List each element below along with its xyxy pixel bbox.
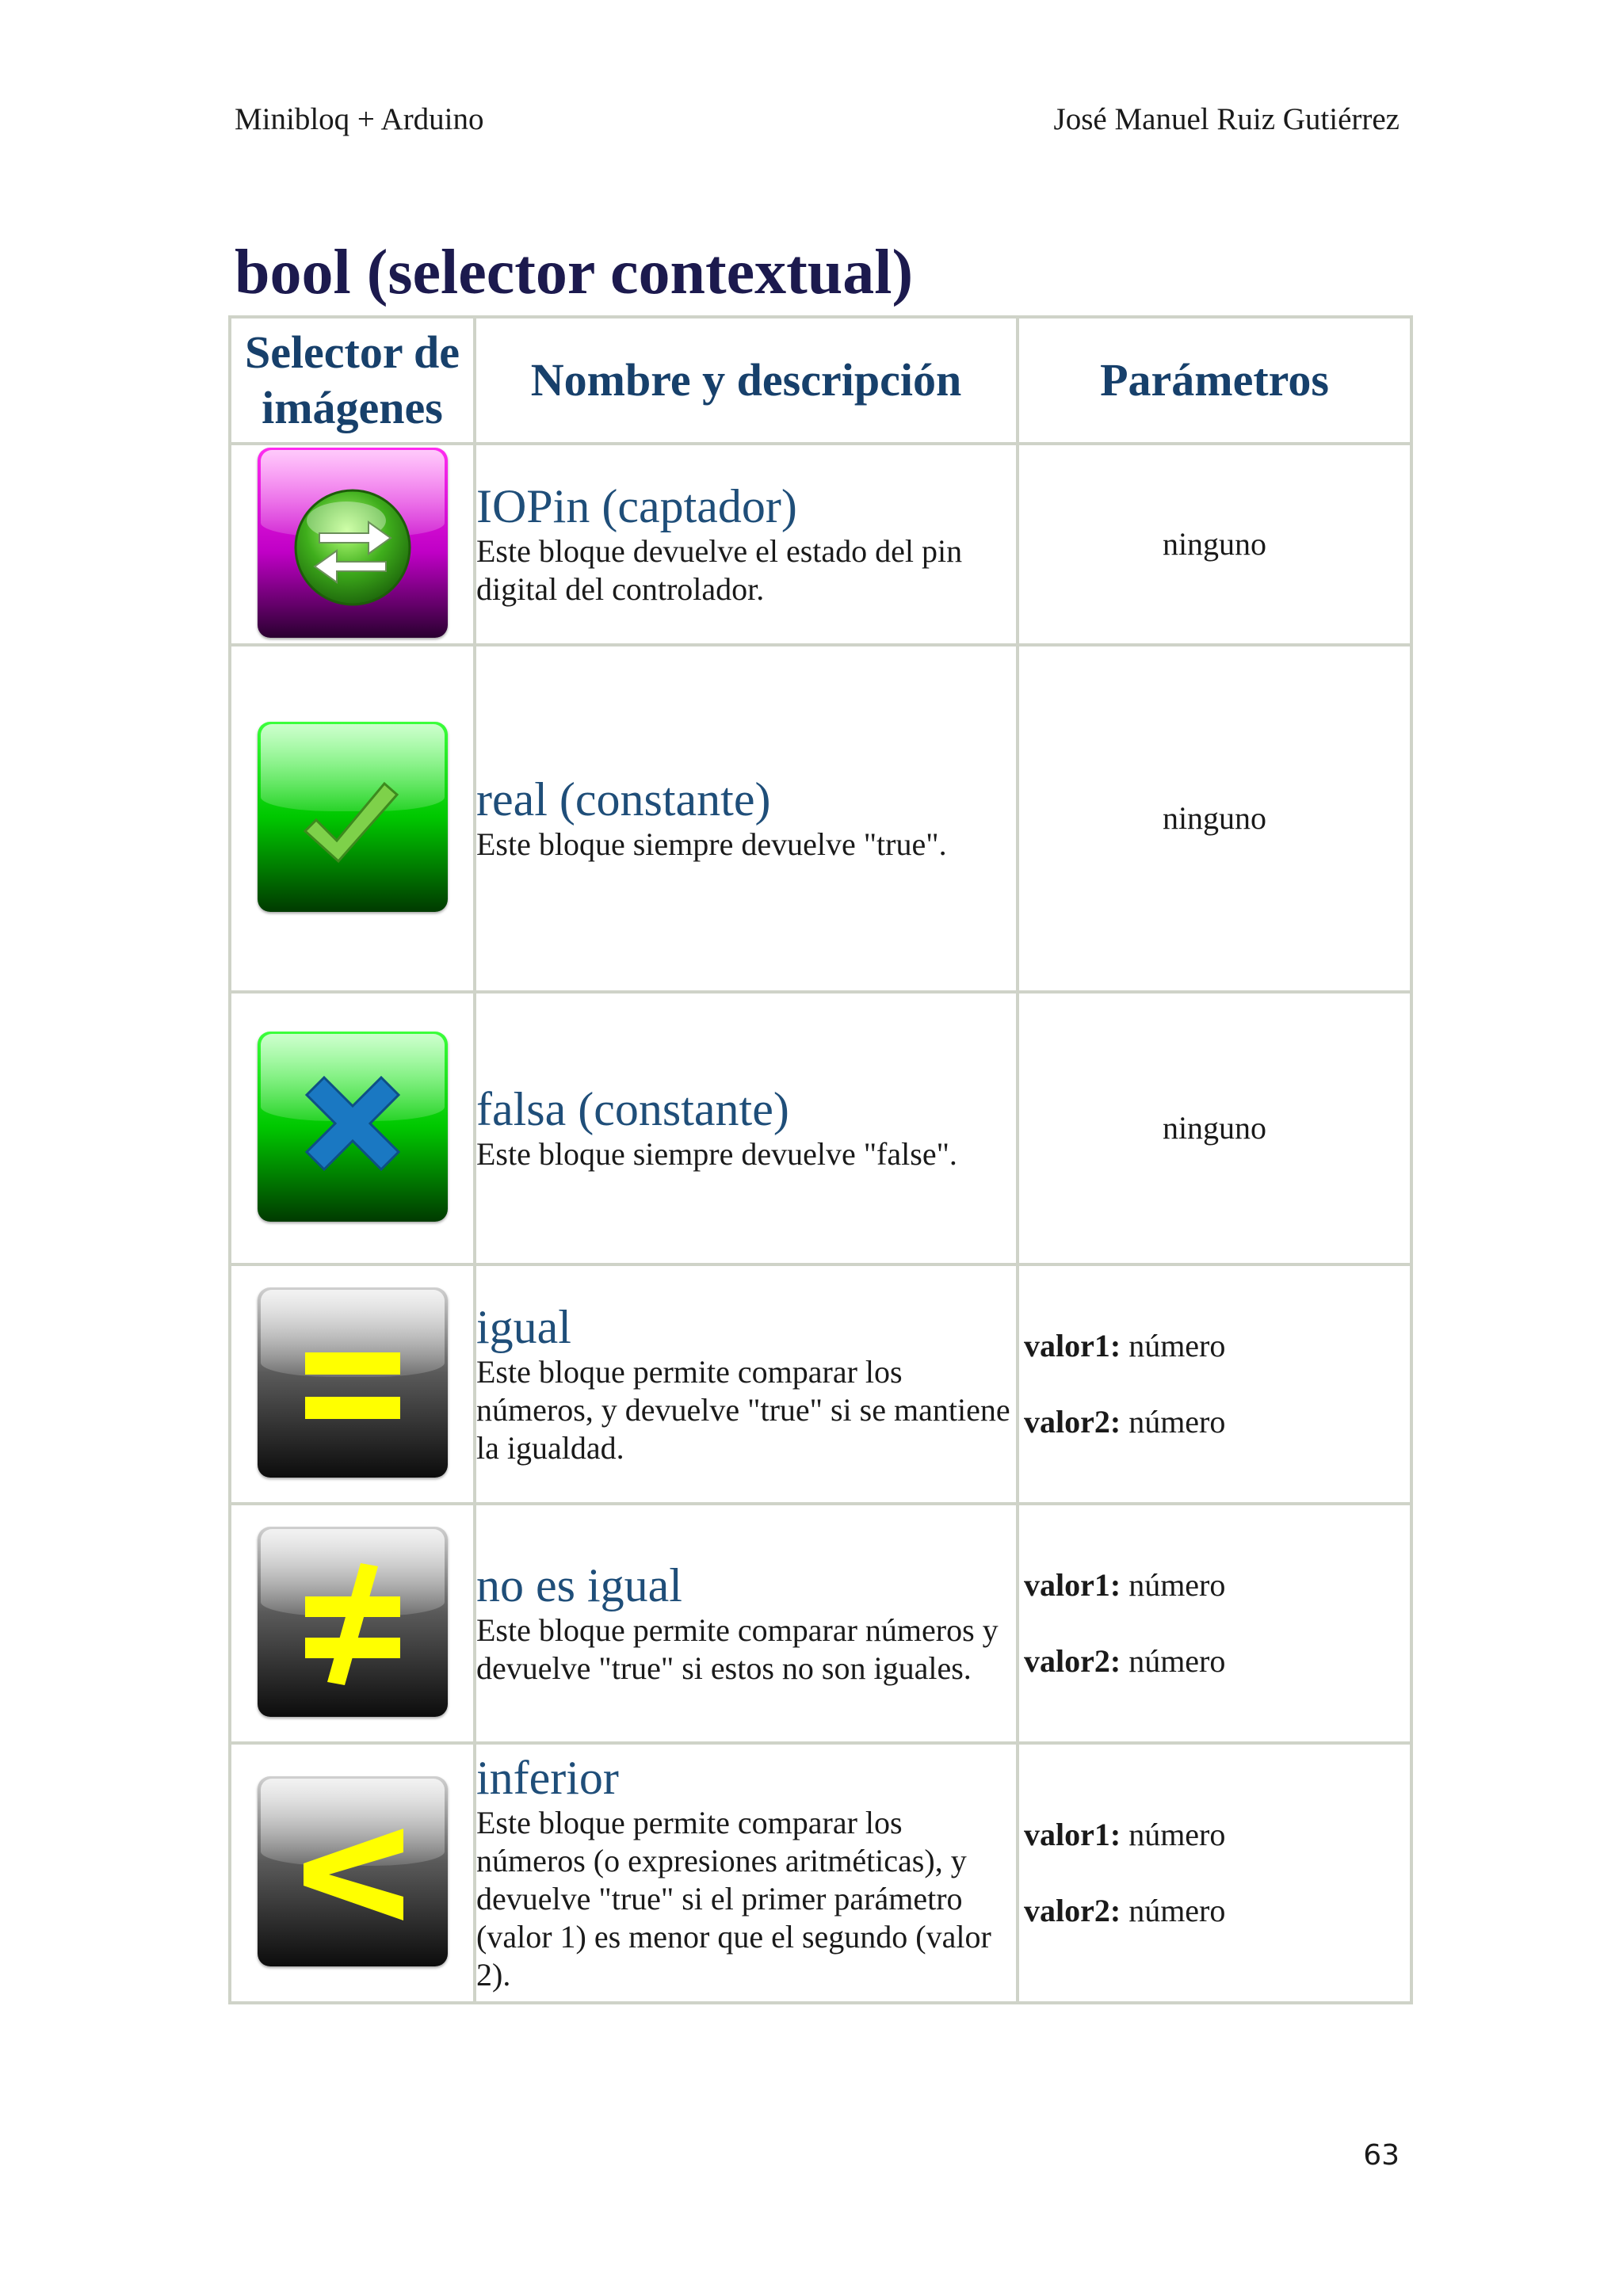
parameter-name: valor1: (1024, 1328, 1121, 1363)
parameter-valor1 (1024, 1566, 1410, 1604)
parameter-type: número (1128, 1643, 1226, 1679)
parameter-name: valor2: (1024, 1893, 1121, 1928)
block-parameters-cell (1018, 1504, 1411, 1743)
block-parameters-cell (1018, 992, 1411, 1264)
parameter-valor1 (1024, 1816, 1410, 1854)
block-name: IOPin (captador) (476, 480, 797, 532)
block-image-cell (230, 992, 475, 1264)
block-image-cell (230, 1743, 475, 2003)
parameter-name: valor1: (1024, 1567, 1121, 1603)
parameter-type: número (1128, 1328, 1226, 1363)
block-name: real (constante) (476, 773, 771, 826)
block-parameters-cell (1018, 1743, 1411, 2003)
equal-sign-icon (258, 1287, 448, 1478)
block-parameters-cell (1018, 444, 1411, 645)
block-name: no es igual (476, 1559, 682, 1611)
parameter-name: valor2: (1024, 1643, 1121, 1679)
parameter-valor2 (1024, 1642, 1410, 1680)
block-name: igual (476, 1301, 571, 1353)
block-image-cell (230, 444, 475, 645)
parameters-none: ninguno (1162, 526, 1267, 562)
not-equal-sign-icon (258, 1527, 448, 1717)
parameter-valor1 (1024, 1327, 1410, 1365)
table-row (230, 1743, 1411, 2003)
parameter-type: número (1128, 1567, 1226, 1603)
table-row (230, 645, 1411, 992)
block-description: Este bloque siempre devuelve "false". (476, 1136, 957, 1172)
block-description: Este bloque devuelve el estado del pin digital del controlador. (476, 533, 963, 607)
block-description-cell (475, 645, 1018, 992)
parameter-valor2 (1024, 1403, 1410, 1441)
block-image-cell (230, 1264, 475, 1504)
block-description: Este bloque siempre devuelve "true". (476, 826, 947, 862)
parameter-type: número (1128, 1404, 1226, 1440)
block-description-cell (475, 992, 1018, 1264)
parameter-name: valor1: (1024, 1817, 1121, 1852)
block-image-cell (230, 1504, 475, 1743)
parameters-none: ninguno (1162, 800, 1267, 836)
running-header-left: Minibloq + Arduino (235, 102, 484, 136)
table-row (230, 1504, 1411, 1743)
parameter-type: número (1128, 1893, 1226, 1928)
parameters-none: ninguno (1162, 1110, 1267, 1146)
table-row (230, 1264, 1411, 1504)
cross-icon (258, 1032, 448, 1222)
block-description-cell (475, 1504, 1018, 1743)
parameter-type: número (1128, 1817, 1226, 1852)
blocks-table (228, 315, 1413, 2004)
parameter-valor2 (1024, 1892, 1410, 1930)
column-header-name-description: Nombre y descripción (475, 317, 1018, 444)
table-row (230, 992, 1411, 1264)
block-parameters-cell (1018, 645, 1411, 992)
checkmark-icon (258, 722, 448, 912)
section-title: bool (selector contextual) (235, 238, 914, 307)
table-row (230, 444, 1411, 645)
block-name: falsa (constante) (476, 1083, 789, 1135)
block-description: Este bloque permite comparar los números (o expresiones aritméticas), y devuelve "true" si el primer parámetro (valor 1) es menor que el segundo (valor 2). (476, 1805, 991, 1993)
block-description-cell (475, 1264, 1018, 1504)
block-description-cell (475, 1743, 1018, 2003)
block-description: Este bloque permite comparar los números, y devuelve "true" si se mantiene la igualdad. (476, 1354, 1010, 1466)
block-parameters-cell (1018, 1264, 1411, 1504)
block-name: inferior (476, 1752, 619, 1804)
block-description: Este bloque permite comparar números y devuelve "true" si estos no son iguales. (476, 1612, 999, 1686)
column-header-parameters: Parámetros (1018, 317, 1411, 444)
iopin-arrows-icon (258, 448, 448, 638)
table-header-row (230, 317, 1411, 444)
page-number: 63 (1363, 2139, 1400, 2172)
running-header-right: José Manuel Ruiz Gutiérrez (1053, 102, 1400, 136)
block-image-cell (230, 645, 475, 992)
column-header-image-selector: Selector de imágenes (230, 317, 475, 444)
block-description-cell (475, 444, 1018, 645)
less-than-sign-icon (258, 1776, 448, 1966)
parameter-name: valor2: (1024, 1404, 1121, 1440)
